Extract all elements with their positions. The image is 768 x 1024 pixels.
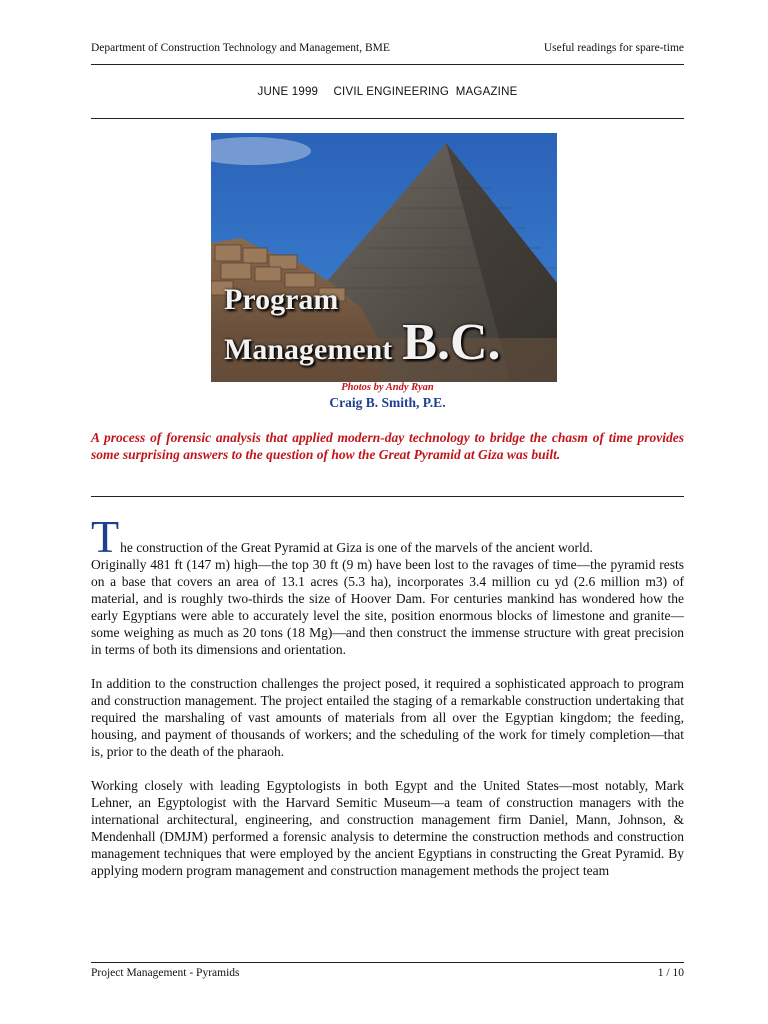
footer-title: Project Management - Pyramids: [91, 967, 240, 979]
hero-title-line2: Management: [224, 333, 393, 366]
hero-title-bc: B.C.: [402, 314, 501, 371]
magazine-rule: [91, 118, 684, 119]
article-abstract: A process of forensic analysis that applied modern-day technology to bridge the chasm of time provides some surprising answers to the question of how the Great Pyramid at Giza was built.: [91, 430, 684, 462]
abstract-rule: [91, 496, 684, 497]
paragraph-3: Working closely with leading Egyptologists in both Egypt and the United States—most notably, Mark Lehner, an Egyptologist with the Harvard Semitic Museum—a team of construction managers with the international architectural, engineering, and construction management firm Daniel, Mann, Johnson, & Mendenhall (DMJM) performed a forensic analysis to determine the construction methods and construction management techniques that were employed by the ancient Egyptians in constructing the Great Pyramid. By applying modern program management and construction management methods the project team: [91, 778, 684, 878]
photo-credit: Photos by Andy Ryan: [341, 382, 434, 393]
hero-photo: [211, 133, 557, 382]
paragraph-1-rest: Originally 481 ft (147 m) high—the top 30 ft (9 m) have been lost to the ravages of time—the pyramid rests on a base that covers an area of 13.1 acres (5.3 ha), incorporates 3.4 million cu yd (2.6 million m3) of material, and is roughly two-thirds the size of Hoover Dam. For centuries mankind has wondered how the early Egyptians were able to accurately level the site, position enormous blocks of limestone and granite—some weighing as much as 20 tons (18 Mg)—and then construct the immense structure with great precision in terms of both its dimensions and orientation.: [91, 557, 684, 657]
hero-title: [224, 285, 501, 369]
paragraph-1: [91, 511, 684, 658]
magazine-date: JUNE 1999: [257, 86, 319, 98]
header-department: Department of Construction Technology and Management, BME: [91, 42, 390, 54]
header-note: Useful readings for spare-time: [543, 42, 684, 54]
hero-title-line1: Program: [224, 283, 339, 316]
magazine-line: [91, 86, 684, 98]
running-footer: [91, 967, 684, 979]
page-number: 1 / 10: [657, 967, 684, 979]
drop-cap: T: [91, 511, 120, 562]
header-rule: [91, 64, 684, 65]
document-page: [91, 0, 684, 1024]
article-body: [91, 511, 684, 896]
magazine-name: CIVIL ENGINEERING MAGAZINE: [333, 86, 518, 98]
paragraph-2: In addition to the construction challenges the project posed, it required a sophisticated approach to program and construction management. The project entailed the staging of a remarkable construction undertaking that required the marshaling of vast amounts of materials from all over the Egyptian kingdom; the feeding, housing, and payment of thousands of workers; and the scheduling of the work for timely completion—that is, prior to the death of the pharaoh.: [91, 676, 684, 759]
running-header: [91, 42, 684, 58]
footer-rule: [91, 962, 684, 963]
author-name: Craig B. Smith, P.E.: [329, 395, 446, 410]
paragraph-1-first-line: he construction of the Great Pyramid at Giza is one of the marvels of the ancient world.: [120, 540, 593, 555]
